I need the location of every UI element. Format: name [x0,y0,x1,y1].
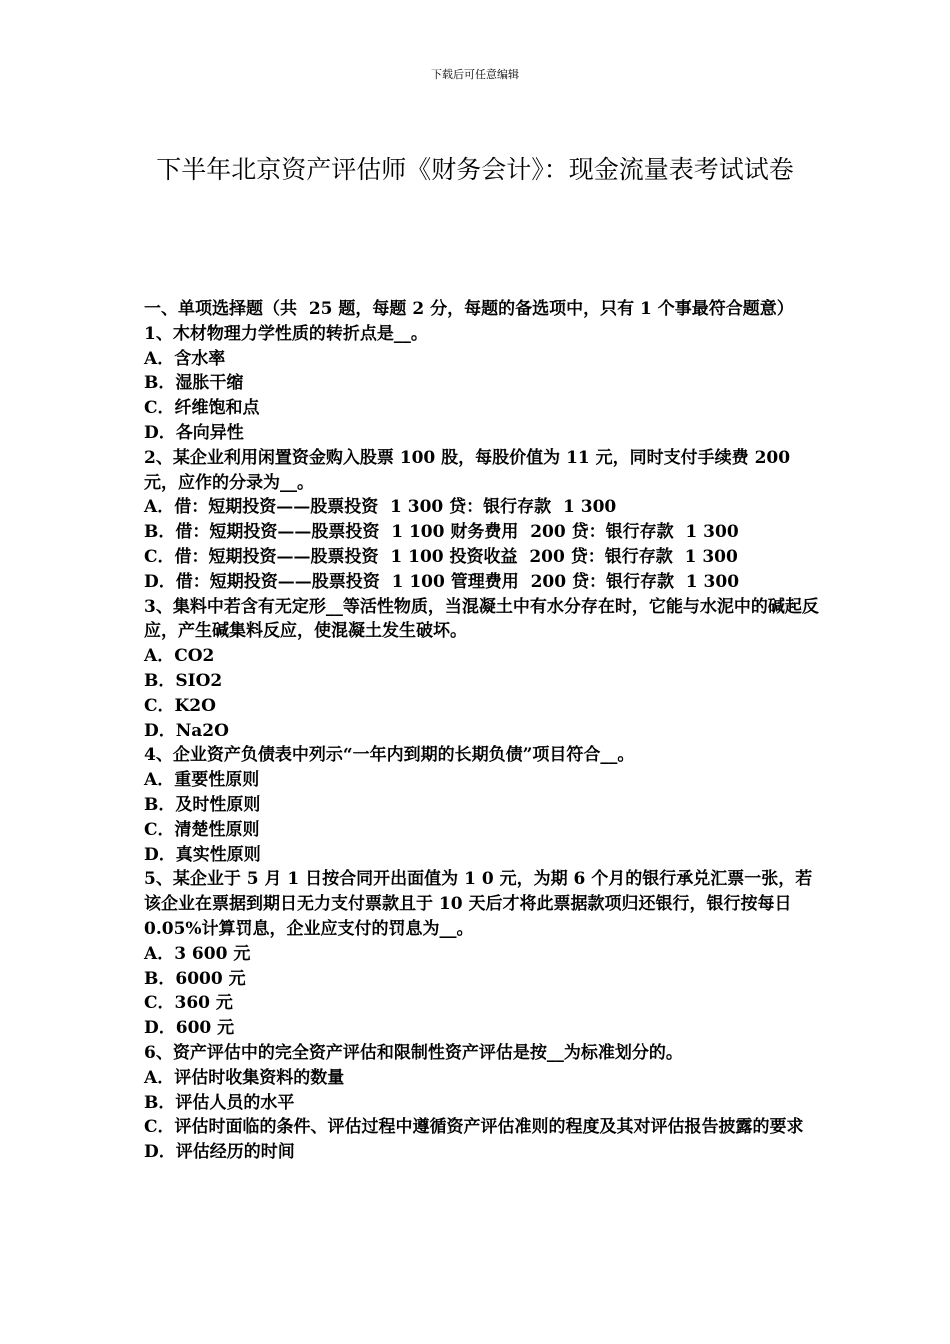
option-a: A．3 600 元 [144,943,251,964]
question-5 [144,867,822,1041]
question-stem: 2、某企业利用闲置资金购入股票 100 股，每股价值为 11 元，同时支付手续费 200 元，应作的分录为__。 [144,447,796,493]
option-b: B．评估人员的水平 [144,1092,295,1113]
option-c: C．评估时面临的条件、评估过程中遵循资产评估准则的程度及其对评估报告披露的要求 [144,1117,804,1138]
question-3 [144,595,822,744]
option-b: B．6000 元 [144,968,246,989]
option-a: A．含水率 [144,348,226,369]
question-stem: 1、木材物理力学性质的转折点是__。 [144,323,428,344]
section-heading: 一、单项选择题（共 25 题，每题 2 分，每题的备选项中，只有 1 个事最符合题意） [144,299,794,319]
question-stem: 3、集料中若含有无定形__等活性物质，当混凝土中有水分存在时，它能与水泥中的碱起反应，产生碱集料反应，使混凝土发生破坏。 [144,596,819,642]
question-6 [144,1041,822,1165]
option-d: D．各向异性 [144,422,244,443]
option-c: C．借：短期投资——股票投资 1 100 投资收益 200 贷：银行存款 1 300 [144,546,738,567]
question-4 [144,743,822,867]
option-a: A．评估时收集资料的数量 [144,1067,345,1088]
option-d: D．真实性原则 [144,844,261,865]
question-stem: 4、企业资产负债表中列示“一年内到期的长期负债”项目符合__。 [144,745,635,766]
option-b: B．借：短期投资——股票投资 1 100 财务费用 200 贷：银行存款 1 300 [144,522,739,543]
option-b: B．SIO2 [144,670,223,691]
option-a: A．重要性原则 [144,770,260,791]
option-d: D．借：短期投资——股票投资 1 100 管理费用 200 贷：银行存款 1 300 [144,571,740,592]
document-title: 下半年北京资产评估师《财务会计》：现金流量表考试试卷 [156,155,794,184]
option-c: C．360 元 [144,993,233,1014]
option-a: A．借：短期投资——股票投资 1 300 贷：银行存款 1 300 [144,497,617,518]
option-d: D．Na2O [144,720,229,741]
option-a: A．CO2 [144,646,215,667]
question-stem: 6、资产评估中的完全资产评估和限制性资产评估是按__为标准划分的。 [144,1042,683,1063]
question-1 [144,322,822,446]
option-d: D．评估经历的时间 [144,1142,295,1163]
header-note: 下载后可任意编辑 [431,68,519,81]
exam-content [144,297,822,1165]
question-2 [144,446,822,595]
option-c: C．K2O [144,695,216,716]
option-b: B．湿胀干缩 [144,373,244,394]
option-b: B．及时性原则 [144,794,261,815]
option-d: D．600 元 [144,1018,235,1039]
option-c: C．纤维饱和点 [144,398,260,419]
question-stem: 5、某企业于 5 月 1 日按合同开出面值为 1 0 元，为期 6 个月的银行承兑汇票一张，若该企业在票据到期日无力支付票款且于 10 天后才将此票据款项归还银行，银行按每日 0.05%计算罚息，企业应支付的罚息为__。 [144,869,813,939]
option-c: C．清楚性原则 [144,819,260,840]
